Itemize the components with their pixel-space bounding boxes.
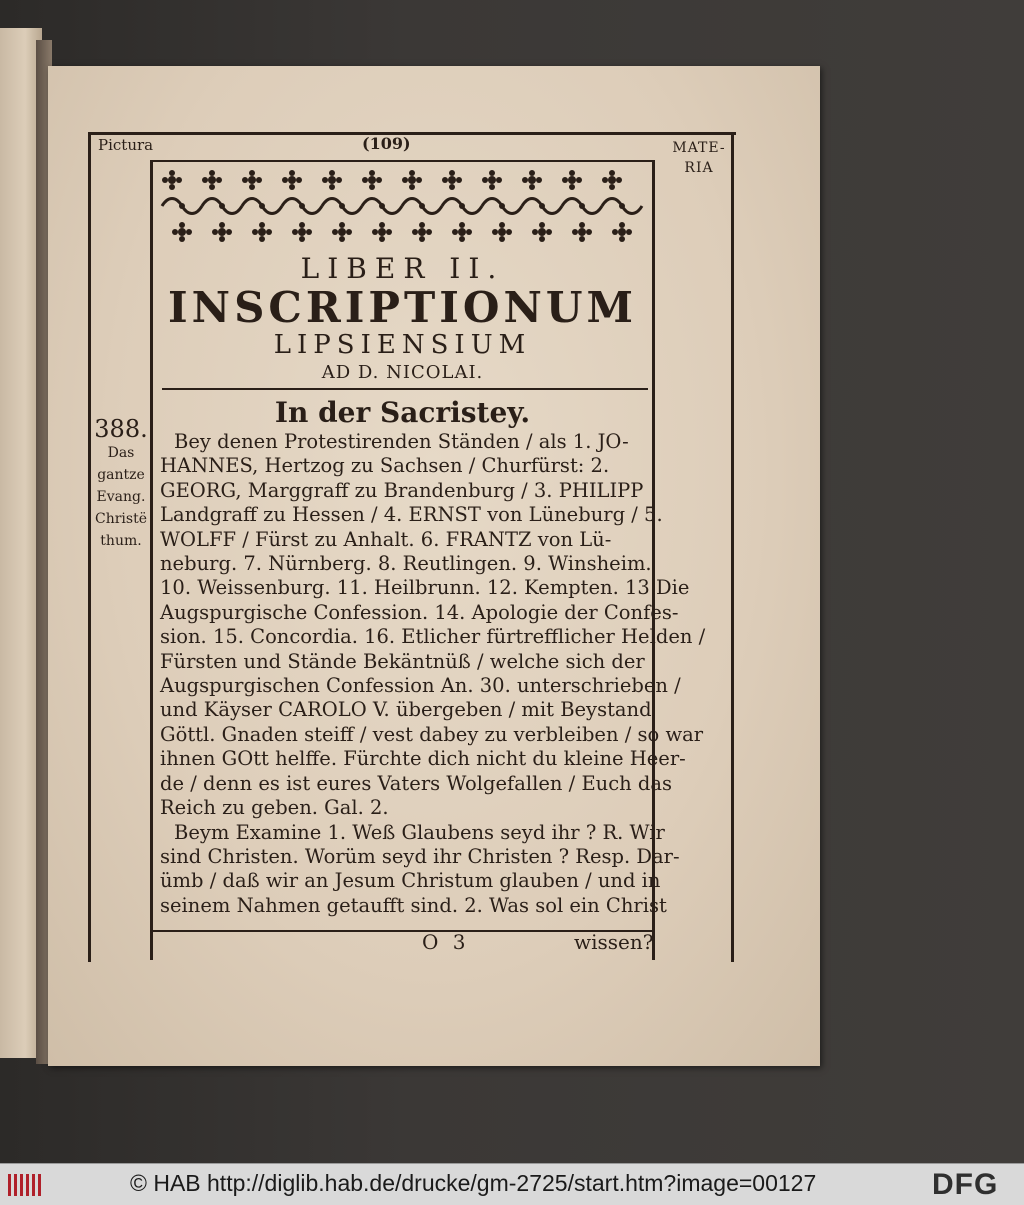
title-lipsiensium: LIPSIENSIUM	[273, 330, 532, 360]
text-line: WOLFF / Fürst zu Anhalt. 6. FRANTZ von Lü-	[160, 527, 612, 551]
text-line: ihnen GOtt helffe. Fürchte dich nicht du kleine Heer-	[160, 747, 686, 771]
floral-ornament-band	[162, 168, 642, 244]
inner-frame-top	[150, 160, 655, 162]
margin-note-line: Christë	[95, 511, 147, 527]
text-line: HANNES, Hertzog zu Sachsen / Churfürst: 2.	[160, 454, 610, 478]
hab-logo-icon	[6, 1170, 46, 1200]
text-line: und Käyser CAROLO V. übergeben / mit Beystand	[160, 698, 652, 722]
title-inscriptionum: INSCRIPTIONUM	[168, 283, 637, 332]
catchword: wissen?	[574, 930, 654, 954]
materia-line-1: MATE-	[672, 140, 726, 156]
viewer-footer	[0, 1163, 1024, 1205]
title-ad-nicolai: AD D. NICOLAI.	[321, 362, 484, 383]
materia-label	[664, 138, 734, 178]
text-line: sind Christen. Worüm seyd ihr Christen ? Resp. Dar-	[160, 844, 680, 868]
text-line: GEORG, Marggraff zu Brandenburg / 3. PHILIPP	[160, 478, 644, 502]
text-line: sion. 15. Concordia. 16. Etlicher fürtrefflicher Helden /	[160, 625, 706, 649]
text-line: Reich zu geben. Gal. 2.	[160, 796, 389, 820]
margin-note-number: 388.	[94, 415, 148, 443]
margin-note-line: thum.	[100, 533, 142, 549]
title-rule	[162, 388, 648, 390]
text-line: Beym Examine 1. Weß Glaubens seyd ihr ? R. Wir	[174, 820, 665, 844]
text-line: Fürsten und Stände Bekäntnüß / welche sich der	[160, 649, 645, 673]
text-line: de / denn es ist eures Vaters Wolgefallen / Euch das	[160, 771, 673, 795]
text-line: seinem Nahmen getaufft sind. 2. Was sol ein Christ	[160, 893, 667, 917]
margin-note	[92, 416, 150, 552]
text-line: 10. Weissenburg. 11. Heilbrunn. 12. Kempten. 13 Die	[160, 576, 690, 600]
title-liber: LIBER II.	[300, 252, 505, 285]
signature-mark: O 3	[422, 930, 470, 954]
text-line: Augspurgischen Confession An. 30. unterschrieben /	[160, 674, 681, 698]
copyright-link[interactable]: © HAB http://diglib.hab.de/drucke/gm-2725/start.htm?image=00127	[130, 1170, 817, 1196]
text-line: Göttl. Gnaden steiff / vest dabey zu verbleiben / so war	[160, 722, 704, 746]
title-block	[150, 252, 655, 386]
text-line: Augspurgische Confession. 14. Apologie der Confes-	[160, 600, 679, 624]
body-text	[160, 430, 706, 918]
margin-note-line: gantze	[97, 467, 145, 483]
page-number: (109)	[362, 134, 411, 153]
materia-line-2: RIA	[684, 160, 714, 176]
text-line: neburg. 7. Nürnberg. 8. Reutlingen. 9. Winsheim.	[160, 552, 652, 576]
text-line: Landgraff zu Hessen / 4. ERNST von Lüneburg / 5.	[160, 503, 663, 527]
text-line: ümb / daß wir an Jesum Christum glauben / und in	[160, 869, 661, 893]
margin-note-line: Das	[107, 445, 135, 461]
text-line: Bey denen Protestirenden Ständen / als 1. JO-	[174, 430, 629, 453]
dfg-logo: DFG	[932, 1168, 999, 1201]
pictura-label: Pictura	[98, 136, 154, 154]
margin-note-line: Evang.	[96, 489, 146, 505]
section-heading: In der Sacristey.	[274, 396, 531, 429]
